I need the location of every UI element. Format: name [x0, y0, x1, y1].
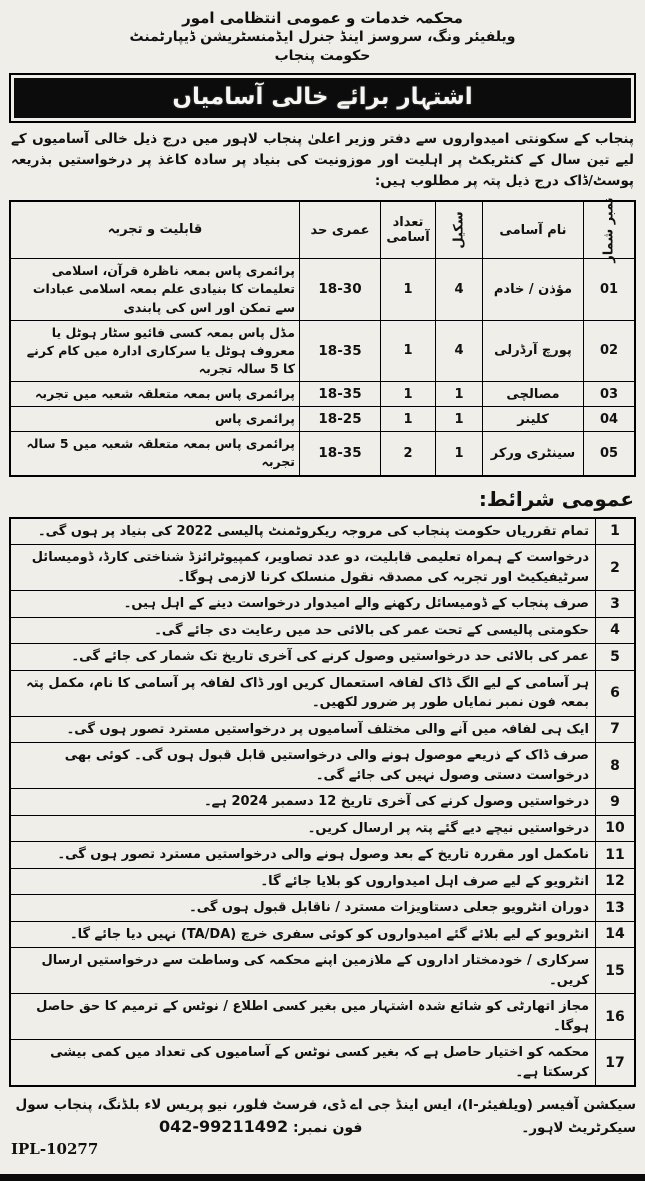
condition-number: 1	[596, 518, 636, 545]
condition-text: سرکاری / خودمختار اداروں کے ملازمین اپنے محکمہ کی وساطت سے درخواستیں ارسال کریں۔	[10, 948, 596, 994]
condition-text: درخواست کے ہمراہ تعلیمی قابلیت، دو عدد تصاویر، کمپیوٹرائزڈ شناختی کارڈ، ڈومیسائل سرٹیفیکیٹ اور تجربہ کی مصدقہ نقول منسلک کرنا لازمی ہوگا۔	[10, 545, 596, 591]
table-row	[10, 407, 635, 432]
phone-group	[159, 1117, 362, 1136]
condition-number: 13	[596, 895, 636, 922]
header-scale: سکیل	[436, 201, 483, 259]
condition-number: 16	[596, 994, 636, 1040]
cell-count: 1	[381, 407, 436, 432]
condition-text: ہر آسامی کے لیے الگ ڈاک لفافہ استعمال کریں اور ڈاک لفافہ پر آسامی کا نام، مکمل پتہ بمعہ فون نمبر نمایاں طور پر ضرور لکھیں۔	[10, 670, 596, 716]
condition-text: درخواستیں وصول کرنے کی آخری تاریخ 12 دسمبر 2024 ہے۔	[10, 789, 596, 816]
condition-row	[10, 545, 635, 591]
condition-text: محکمہ کو اختیار حاصل ہے کہ بغیر کسی نوٹس کے آسامیوں کی تعداد میں کمی بیشی کرسکتا ہے۔	[10, 1040, 596, 1087]
office-address-continued: سیکرٹریٹ لاہور۔	[521, 1120, 636, 1137]
condition-text: دوران انٹرویو جعلی دستاویزات مسترد / ناقابل قبول ہوں گی۔	[10, 895, 596, 922]
condition-row	[10, 716, 635, 743]
condition-text: درخواستیں نیچے دیے گئے پتہ پر ارسال کریں۔	[10, 815, 596, 842]
cell-post: پورچ آرڈرلی	[483, 320, 584, 381]
condition-number: 14	[596, 921, 636, 948]
condition-number: 4	[596, 617, 636, 644]
condition-number: 5	[596, 644, 636, 671]
cell-post: مصالچی	[483, 382, 584, 407]
cell-age: 18-35	[300, 382, 381, 407]
condition-row	[10, 994, 635, 1040]
condition-text: نامکمل اور مقررہ تاریخ کے بعد وصول ہونے والی درخواستیں مسترد تصور ہوں گی۔	[10, 842, 596, 869]
cell-post: مؤذن / خادم	[483, 259, 584, 320]
conditions-table	[9, 517, 636, 1088]
department-header	[9, 8, 636, 66]
condition-row	[10, 743, 635, 789]
table-row	[10, 259, 635, 320]
table-row	[10, 382, 635, 407]
header-qualification: قابلیت و تجربہ	[10, 201, 300, 259]
cell-count: 2	[381, 432, 436, 476]
cell-age: 18-30	[300, 259, 381, 320]
condition-text: حکومتی پالیسی کے تحت عمر کی بالائی حد میں رعایت دی جائے گی۔	[10, 617, 596, 644]
condition-number: 12	[596, 868, 636, 895]
office-address-line1: سیکشن آفیسر (ویلفیئر-I)، ایس اینڈ جی اے ڈی، فرسٹ فلور، نیو پریس لاء بلڈنگ، پنجاب سول	[15, 1097, 636, 1114]
condition-text: عمر کی بالائی حد درخواستیں وصول کرنے کی آخری تاریخ تک شمار کی جائے گی۔	[10, 644, 596, 671]
cell-count: 1	[381, 320, 436, 381]
condition-row	[10, 921, 635, 948]
cell-age: 18-35	[300, 432, 381, 476]
condition-row	[10, 868, 635, 895]
condition-number: 10	[596, 815, 636, 842]
condition-row	[10, 789, 635, 816]
table-row	[10, 432, 635, 476]
cell-scale: 4	[436, 259, 483, 320]
condition-number: 9	[596, 789, 636, 816]
phone-label: فون نمبر:	[292, 1120, 363, 1137]
vacancies-header-row	[10, 201, 635, 259]
cell-serial: 03	[584, 382, 636, 407]
title-banner	[9, 73, 636, 123]
condition-row	[10, 591, 635, 618]
condition-row	[10, 617, 635, 644]
cell-scale: 1	[436, 407, 483, 432]
ad-title: اشتہار برائے خالی آسامیاں	[14, 78, 631, 118]
condition-row	[10, 815, 635, 842]
cell-qualification: پرائمری پاس بمعہ متعلقہ شعبہ میں 5 سالہ تجربہ	[10, 432, 300, 476]
cell-serial: 04	[584, 407, 636, 432]
condition-number: 8	[596, 743, 636, 789]
cell-post: سینٹری ورکر	[483, 432, 584, 476]
wing-name: ویلفیئر ونگ، سروسز اینڈ جنرل ایڈمنسٹریشن ڈیپارٹمنٹ	[129, 29, 516, 46]
condition-number: 11	[596, 842, 636, 869]
condition-number: 17	[596, 1040, 636, 1087]
phone-number: 042-99211492	[159, 1117, 289, 1137]
office-address-line2	[9, 1117, 636, 1136]
condition-row	[10, 1040, 635, 1087]
condition-row	[10, 670, 635, 716]
footer	[9, 1095, 636, 1162]
general-conditions-title: عمومی شرائط:	[478, 486, 634, 511]
cell-serial: 02	[584, 320, 636, 381]
header-age-limit: عمری حد	[300, 201, 381, 259]
vacancies-table	[9, 197, 636, 477]
condition-text: تمام تقرریاں حکومت پنجاب کی مروجہ ریکروٹمنٹ پالیسی 2022 کی بنیاد پر ہوں گی۔	[10, 518, 596, 545]
cell-scale: 1	[436, 382, 483, 407]
intro-paragraph: پنجاب کے سکونتی امیدواروں سے دفتر وزیر اعلیٰ پنجاب لاہور میں درج ذیل خالی آسامیوں کے لیے تین سال کے کنٹریکٹ پر اہلیت اور موزونیت کی بنیاد پر سادہ کاغذ پر درخواستیں بذریعہ پوسٹ/ڈاک درج ذیل پتہ پر مطلوب ہیں:	[11, 131, 634, 189]
ad-reference-number: IPL-10277	[11, 1140, 99, 1159]
condition-text: مجاز اتھارٹی کو شائع شدہ اشتہار میں بغیر کسی اطلاع / نوٹس کے ترمیم کا حق حاصل ہوگا۔	[10, 994, 596, 1040]
cell-count: 1	[381, 382, 436, 407]
condition-text: ایک ہی لفافہ میں آنے والی مختلف آسامیوں پر درخواستیں مسترد تصور ہوں گی۔	[10, 716, 596, 743]
condition-number: 15	[596, 948, 636, 994]
condition-number: 3	[596, 591, 636, 618]
table-row	[10, 320, 635, 381]
cell-qualification: مڈل پاس بمعہ کسی فائیو سٹار ہوٹل یا معروف ہوٹل یا سرکاری ادارہ میں کام کرنے کا 5 سالہ تجربہ	[10, 320, 300, 381]
condition-row	[10, 895, 635, 922]
cell-age: 18-35	[300, 320, 381, 381]
condition-text: صرف ڈاک کے ذریعے موصول ہونے والی درخواستیں قابل قبول ہوں گی۔ کوئی بھی درخواست دستی وصول نہیں کی جائے گی۔	[10, 743, 596, 789]
department-name: محکمہ خدمات و عمومی انتظامی امور	[182, 9, 463, 27]
bottom-rule	[0, 1174, 645, 1181]
condition-row	[10, 842, 635, 869]
condition-number: 6	[596, 670, 636, 716]
condition-row	[10, 948, 635, 994]
condition-text: انٹرویو کے لیے صرف اہل امیدواروں کو بلایا جائے گا۔	[10, 868, 596, 895]
condition-row	[10, 518, 635, 545]
condition-row	[10, 644, 635, 671]
cell-scale: 1	[436, 432, 483, 476]
cell-qualification: پرائمری پاس	[10, 407, 300, 432]
header-count: تعداد آسامی	[381, 201, 436, 259]
condition-text: انٹرویو کے لیے بلائے گئے امیدواروں کو کوئی سفری خرچ (TA/DA) نہیں دیا جائے گا۔	[10, 921, 596, 948]
condition-number: 2	[596, 545, 636, 591]
cell-qualification: پرائمری پاس بمعہ متعلقہ شعبہ میں تجربہ	[10, 382, 300, 407]
cell-qualification: پرائمری پاس بمعہ ناظرہ قرآن، اسلامی تعلیمات کا بنیادی علم بمعہ اسلامی عبادات سے تمکن اور اس کی پابندی	[10, 259, 300, 320]
condition-text: صرف پنجاب کے ڈومیسائل رکھنے والے امیدوار درخواست دینے کے اہل ہیں۔	[10, 591, 596, 618]
cell-age: 18-25	[300, 407, 381, 432]
cell-serial: 05	[584, 432, 636, 476]
header-post-name: نام آسامی	[483, 201, 584, 259]
cell-count: 1	[381, 259, 436, 320]
cell-scale: 4	[436, 320, 483, 381]
government-name: حکومت پنجاب	[274, 48, 371, 65]
header-serial: نمبر شمار	[584, 201, 636, 259]
cell-serial: 01	[584, 259, 636, 320]
condition-number: 7	[596, 716, 636, 743]
cell-post: کلینر	[483, 407, 584, 432]
